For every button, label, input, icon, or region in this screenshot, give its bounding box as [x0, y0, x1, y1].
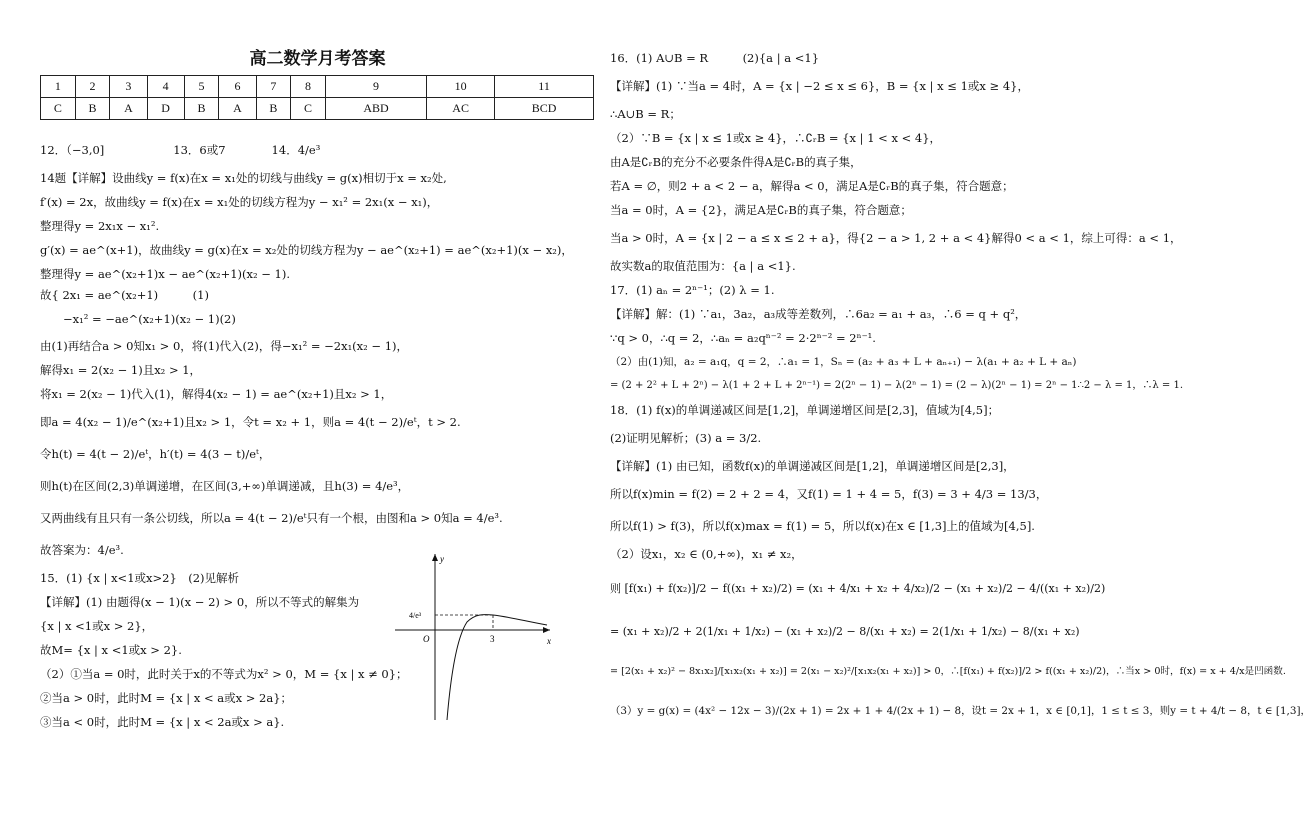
- solution-14-line: 即a = 4(x₂ − 1)/e^(x₂+1)且x₂ > 1，令t = x₂ + 1，则a = 4(t − 2)/eᵗ，t > 2.: [40, 415, 461, 429]
- table-cell: D: [147, 98, 184, 120]
- answer-table-answer-row: [41, 98, 594, 120]
- solution-16-line: 当a = 0时，A = {2}，满足A是∁ᵣB的真子集，符合题意；: [610, 203, 912, 217]
- table-cell: ABD: [325, 98, 426, 120]
- solution-16-line: 故实数a的取值范围为：{a | a <1}.: [610, 259, 796, 273]
- solution-14-line: 整理得y = ae^(x₂+1)x − ae^(x₂+1)(x₂ − 1).: [40, 267, 291, 281]
- table-cell: A: [110, 98, 147, 120]
- solution-18-line: = (x₁ + x₂)/2 + 2(1/x₁ + 1/x₂) − (x₁ + x₂)/2 − 8/(x₁ + x₂) = 2(1/x₁ + 1/x₂) − 8/(x₁ + x₂): [610, 625, 1080, 638]
- solution-14-line: 则h(t)在区间(2,3)单调递增，在区间(3,+∞)单调递减，且h(3) = 4/e³，: [40, 479, 410, 493]
- table-cell: 5: [184, 76, 219, 98]
- page-title: 高二数学月考答案: [249, 49, 386, 69]
- solution-15-line: ③当a < 0时，此时M = {x | x < 2a或x > a}.: [40, 715, 285, 729]
- table-cell: B: [75, 98, 110, 120]
- solution-16-line: 由A是∁ᵣB的充分不必要条件得A是∁ᵣB的真子集，: [610, 155, 862, 169]
- x-axis-label: x: [547, 636, 551, 646]
- y-axis-label: y: [440, 554, 444, 564]
- solution-18-line: （3）y = g(x) = (4x² − 12x − 3)/(2x + 1) = 2x + 1 + 4/(2x + 1) − 8，设t = 2x + 1，x ∈ [0,1]，1 ≤ t ≤ 3，则y = t + 4/t − 8，t ∈ [1,3]，: [610, 705, 1311, 717]
- solution-14-answer: 故答案为：4/e³.: [40, 543, 124, 557]
- table-cell: 6: [219, 76, 256, 98]
- solution-14-line: 14题【详解】设曲线y = f(x)在x = x₁处的切线与曲线y = g(x)相切于x = x₂处,: [40, 171, 447, 185]
- peak-x-label: 3: [490, 634, 495, 644]
- right-column: [610, 46, 1311, 730]
- table-cell: 4: [147, 76, 184, 98]
- solution-14-line: g′(x) = ae^(x+1)，故曲线y = g(x)在x = x₂处的切线方程为y − ae^(x₂+1) = ae^(x₂+1)(x − x₂)，: [40, 243, 573, 257]
- table-cell: BCD: [495, 98, 594, 120]
- table-cell: 10: [427, 76, 495, 98]
- peak-value-label: 4/e³: [409, 611, 422, 620]
- solution-14-line: 将x₁ = 2(x₂ − 1)代入(1)，解得4(x₂ − 1) = ae^(x₂+1)且x₂ > 1，: [40, 387, 393, 401]
- table-cell: 9: [325, 76, 426, 98]
- solution-18-line: 则 [f(x₁) + f(x₂)]/2 − f((x₁ + x₂)/2) = (x₁ + 4/x₁ + x₂ + 4/x₂)/2 − (x₁ + x₂)/2 − 4/((x₁ + x₂)/2): [610, 582, 1106, 595]
- solution-17-line: = (2 + 2² + L + 2ⁿ) − λ(1 + 2 + L + 2ⁿ⁻¹) = 2(2ⁿ − 1) − λ(2ⁿ − 1) = (2 − λ)(2ⁿ − 1) = 2ⁿ − 1∴2 − λ = 1，∴λ = 1.: [610, 380, 1184, 391]
- answer-table: [40, 75, 594, 120]
- solution-14-line: f′(x) = 2x，故曲线y = f(x)在x = x₁处的切线方程为y − x₁² = 2x₁(x − x₁)，: [40, 195, 439, 209]
- solution-15-line: （2）①当a = 0时，此时关于x的不等式为x² > 0，M = {x | x ≠ 0}；: [40, 667, 408, 681]
- solution-16-line: （2）∵B = {x | x ≤ 1或x ≥ 4}，∴∁ᵣB = {x | 1 < x < 4}，: [610, 131, 942, 145]
- table-cell: 3: [110, 76, 147, 98]
- table-cell: 8: [291, 76, 326, 98]
- answer-18-b: (2)证明见解析；(3) a = 3/2.: [610, 431, 762, 445]
- solution-17-line: 【详解】解：(1) ∵a₁，3a₂，a₃成等差数列，∴6a₂ = a₁ + a₃，∴6 = q + q²，: [610, 307, 1027, 321]
- table-cell: 1: [41, 76, 76, 98]
- solution-14-line: 又两曲线有且只有一条公切线，所以a = 4(t − 2)/eᵗ只有一个根，由图和a > 0知a = 4/e³.: [40, 511, 503, 525]
- answer-18: 18．(1) f(x)的单调递减区间是[1,2]，单调递增区间是[2,3]，值域为[4,5]；: [610, 403, 1000, 417]
- solution-14-system-line1: 故{ 2x₁ = ae^(x₂+1) (1): [40, 288, 209, 302]
- answer-table-number-row: [41, 76, 594, 98]
- solution-18-line: （2）设x₁，x₂ ∈ (0,+∞)，x₁ ≠ x₂，: [610, 547, 803, 561]
- table-cell: 11: [495, 76, 594, 98]
- solution-16-line: 【详解】(1) ∵当a = 4时，A = {x | −2 ≤ x ≤ 6}，B = {x | x ≤ 1或x ≥ 4}，: [610, 79, 1029, 93]
- solution-15-line: 【详解】(1) 由题得(x − 1)(x − 2) > 0，所以不等式的解集为: [40, 595, 360, 609]
- solution-14-line: 解得x₁ = 2(x₂ − 1)且x₂ > 1，: [40, 363, 202, 377]
- table-cell: AC: [427, 98, 495, 120]
- x-axis-arrow: [543, 627, 550, 633]
- origin-label: O: [423, 634, 430, 644]
- solution-16-line: 若A = ∅，则2 + a < 2 − a，解得a < 0，满足A是∁ᵣB的真子集，符合题意；: [610, 179, 1014, 193]
- answer-15: 15．(1) {x | x<1或x>2} (2)见解析: [40, 571, 240, 585]
- function-graph: [375, 552, 555, 722]
- y-axis-arrow: [432, 554, 438, 561]
- table-cell: B: [256, 98, 291, 120]
- solution-14-line: 由(1)再结合a > 0知x₁ > 0，将(1)代入(2)，得−x₁² = −2x₁(x₂ − 1)，: [40, 339, 409, 353]
- solution-14-line: 令h(t) = 4(t − 2)/eᵗ，h′(t) = 4(3 − t)/eᵗ，: [40, 447, 271, 461]
- table-cell: 7: [256, 76, 291, 98]
- table-cell: A: [219, 98, 256, 120]
- table-cell: B: [184, 98, 219, 120]
- solution-14-line: 整理得y = 2x₁x − x₁².: [40, 219, 160, 233]
- answer-17: 17．(1) aₙ = 2ⁿ⁻¹；(2) λ = 1.: [610, 283, 775, 297]
- table-cell: C: [41, 98, 76, 120]
- solution-15-line: 故M= {x | x <1或x > 2}.: [40, 643, 182, 657]
- table-cell: C: [291, 98, 326, 120]
- solution-16-line: ∴A∪B = R；: [610, 107, 681, 121]
- solution-16-line: 当a > 0时，A = {x | 2 − a ≤ x ≤ 2 + a}，得{2 − a > 1, 2 + a < 4}解得0 < a < 1，综上可得：a < 1，: [610, 231, 1182, 245]
- answer-12-14: 12．（−3,0] 13．6或7 14．4/e³: [40, 143, 321, 157]
- solution-18-line: 【详解】(1) 由已知，函数f(x)的单调递减区间是[1,2]，单调递增区间是[2,3]，: [610, 459, 1015, 473]
- solution-18-line: 所以f(1) > f(3)，所以f(x)max = f(1) = 5，所以f(x)在x ∈ [1,3]上的值域为[4,5].: [610, 519, 1035, 533]
- solution-17-line: （2）由(1)知，a₂ = a₁q，q = 2，∴a₁ = 1，Sₙ = (a₂ + a₃ + L + aₙ₊₁) − λ(a₁ + a₂ + L + aₙ): [610, 356, 1077, 368]
- table-cell: 2: [75, 76, 110, 98]
- solution-18-line: 所以f(x)min = f(2) = 2 + 2 = 4，又f(1) = 1 + 4 = 5，f(3) = 3 + 4/3 = 13/3，: [610, 487, 1048, 501]
- solution-18-line: = [2(x₁ + x₂)² − 8x₁x₂]/[x₁x₂(x₁ + x₂)] = 2(x₁ − x₂)²/[x₁x₂(x₁ + x₂)] > 0，∴[f(x₁) + f(x₂)]/2 > f((x₁ + x₂)/2)，∴当x > 0时，f(x) = x + 4/x是凹函数.: [610, 666, 1286, 677]
- solution-17-line: ∵q > 0，∴q = 2，∴aₙ = a₂qⁿ⁻² = 2·2ⁿ⁻² = 2ⁿ⁻¹.: [610, 331, 876, 345]
- solution-14-system-line2: −x₁² = −ae^(x₂+1)(x₂ − 1)(2): [40, 312, 236, 326]
- answer-16: 16．(1) A∪B = R (2){a | a <1}: [610, 51, 820, 65]
- solution-15-line: ②当a > 0时，此时M = {x | x < a或x > 2a}；: [40, 691, 293, 705]
- solution-15-line: {x | x <1或x > 2}，: [40, 619, 154, 633]
